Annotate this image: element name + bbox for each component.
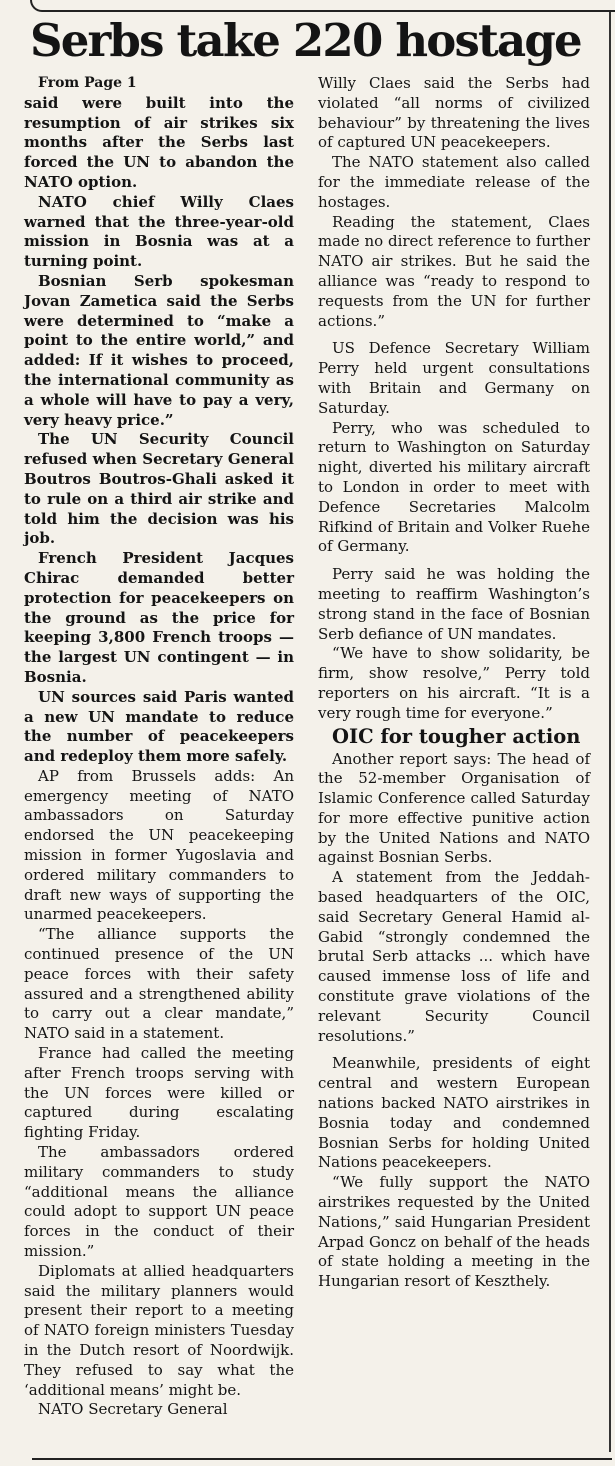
right-column [318,74,590,1292]
paragraph: A statement from the Jeddah-based headquarters of the OIC, said Secretary General Hamid al-Gabid “strongly condemned the brutal Serb attacks ... which have caused immense loss of life and constitute grave violations of the relevant Security Council resolutions.” [318,868,590,1045]
paragraph: The UN Security Council refused when Secretary General Boutros Boutros-Ghali asked it to rule on a third air strike and told him the decision was his job. [24,430,294,548]
paragraph: Another report says: The head of the 52-member Organisation of Islamic Conference called Saturday for more effective punitive action by the United Nations and NATO against Bosnian Serbs. [318,749,590,867]
paragraph: NATO chief Willy Claes warned that the three-year-old mission in Bosnia was at a turning point. [24,192,294,271]
paragraph: Willy Claes said the Serbs had violated “all norms of civilized behaviour” by threatening the lives of captured UN peacekeepers. [318,74,590,152]
top-border-rule [30,0,615,12]
left-paragraphs [24,94,294,1420]
paragraph: France had called the meeting after French troops serving with the UN forces were killed or captured during escalating fighting Friday. [24,1044,294,1142]
paragraph: Bosnian Serb spokesman Jovan Zametica said the Serbs were determined to “make a point to the entire world,” and added: If it wishes to proceed, the international community as a whole will have to pay a very, very heavy price.” [24,271,294,429]
bottom-border-rule [32,1458,612,1460]
paragraph: French President Jacques Chirac demanded better protection for peacekeepers on the ground as the price for keeping 3,800 French troops —the largest UN contingent — in Bosnia. [24,549,294,686]
right-border-rule [609,12,611,1452]
paragraph: Perry, who was scheduled to return to Washington on Saturday night, diverted his military aircraft to London in order to meet with Defence Secretaries Malcolm Rifkind of Britain and Volker Ruehe of Germany. [318,418,590,556]
paragraph: Reading the statement, Claes made no direct reference to further NATO air strikes. But he said the alliance was “ready to respond to requests from the UN for further actions.” [318,212,590,330]
headline: Serbs take 220 hostage [30,14,581,67]
paragraph: Diplomats at allied headquarters said the military planners would present their report to a meeting of NATO foreign ministers Tuesday in the Dutch resort of Noordwijk. They refused to say what the ‘additional means’ might be. [24,1261,294,1399]
paragraph: “We have to show solidarity, be firm, show resolve,” Perry told reporters on his aircraft. “It is a very rough time for everyone.” [318,644,590,722]
continuation-label: From Page 1 [38,75,137,91]
paragraph: The NATO statement also called for the immediate release of the hostages. [318,153,590,211]
paragraph: NATO Secretary General [38,1400,228,1419]
paragraph: AP from Brussels adds: An emergency meeting of NATO ambassadors on Saturday endorsed the UN peacekeeping mission in former Yugoslavia and ordered military commanders to draft new ways of supporting the unarmed peacekeepers. [24,766,294,924]
paragraph: said were built into the resumption of air strikes six months after the Serbs last forced the UN to abandon the NATO option. [24,93,294,191]
paragraph: “The alliance supports the continued presence of the UN peace forces with their safety assured and a strengthened ability to carry out a clear mandate,” NATO said in a statement. [24,925,294,1043]
left-column [24,74,294,1420]
right-paragraphs-after-subhead [318,750,590,1293]
subheading: OIC for tougher action [332,724,581,748]
paragraph: US Defence Secretary William Perry held urgent consultations with Britain and Germany on Saturday. [318,339,590,417]
paragraph: Meanwhile, presidents of eight central and western European nations backed NATO airstrikes in Bosnia today and condemned Bosnian Serbs for holding United Nations peacekeepers. [318,1054,590,1172]
right-paragraphs [318,74,590,724]
paragraph: UN sources said Paris wanted a new UN mandate to reduce the number of peacekeepers and redeploy them more safely. [24,687,294,766]
paragraph: Perry said he was holding the meeting to reaffirm Washington’s strong stand in the face of Bosnian Serb defiance of UN mandates. [318,565,590,643]
paragraph: The ambassadors ordered military commanders to study “additional means the alliance could adopt to support UN peace forces in the conduct of their mission.” [24,1143,294,1261]
paragraph: “We fully support the NATO airstrikes requested by the United Nations,” said Hungarian President Arpad Goncz on behalf of the heads of state holding a meeting in the Hungarian resort of Keszthely. [318,1173,590,1291]
